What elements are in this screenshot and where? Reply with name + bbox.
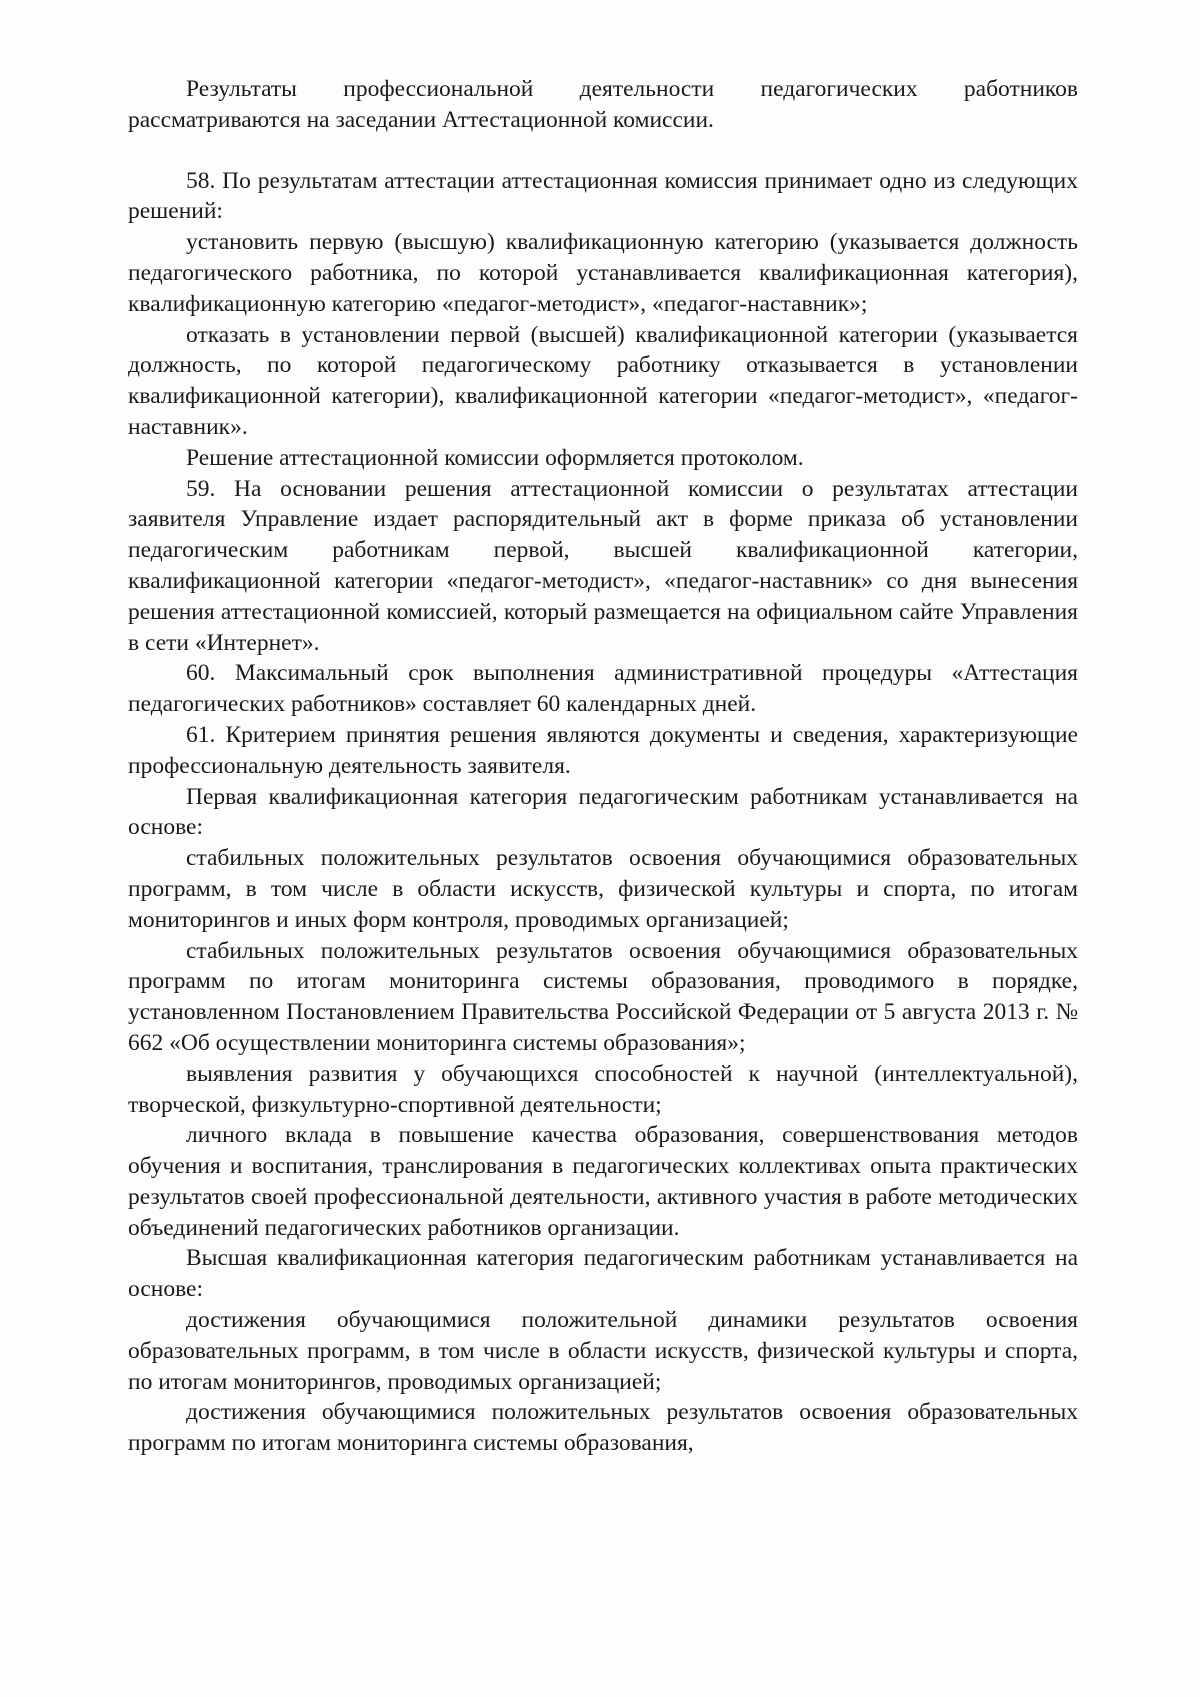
paragraph-first-category-item-3: выявления развития у обучающихся способностей к научной (интеллектуальной), творческой, физкультурно-спортивной деятельности; [128, 1060, 1078, 1118]
paragraph-first-category-intro: Первая квалификационная категория педагогическим работникам устанавливается на основе: [128, 783, 1078, 841]
paragraph-58: 58. По результатам аттестации аттестационная комиссия принимает одно из следующих решений: [128, 167, 1078, 225]
paragraph-first-category-item-4: личного вклада в повышение качества образования, совершенствования методов обучения и воспитания, транслирования в педагогических коллективах опыта практических результатов своей профессиональной деятельности, активного участия в работе методических объединений педагогических работников организации. [128, 1122, 1078, 1241]
paragraph-first-category-item-2: стабильных положительных результатов освоения обучающимися образовательных программ по итогам мониторинга системы образования, проводимого в порядке, установленном Постановлением Правительства Российской Федерации от 5 августа 2013 г. № 662 «Об осуществлении мониторинга системы образования»; [128, 937, 1078, 1056]
paragraph-60: 60. Максимальный срок выполнения административной процедуры «Аттестация педагогических работников» составляет 60 календарных дней. [128, 660, 1078, 718]
paragraph-highest-category-intro: Высшая квалификационная категория педагогическим работникам устанавливается на основе: [128, 1245, 1078, 1303]
document-body [128, 74, 1078, 1459]
paragraph-61: 61. Критерием принятия решения являются документы и сведения, характеризующие профессиональную деятельность заявителя. [128, 721, 1078, 779]
paragraph-highest-category-item-2: достижения обучающимися положительных результатов освоения образовательных программ по итогам мониторинга системы образования, [128, 1399, 1078, 1457]
paragraph-first-category-item-1: стабильных положительных результатов освоения обучающимися образовательных программ, в том числе в области искусств, физической культуры и спорта, по итогам мониторингов и иных форм контроля, проводимых организацией; [128, 845, 1078, 933]
paragraph-59: 59. На основании решения аттестационной комиссии о результатах аттестации заявителя Управление издает распорядительный акт в форме приказа об установлении педагогическим работникам первой, высшей квалификационной категории, квалификационной категории «педагог-методист», «педагог-наставник» со дня вынесения решения аттестационной комиссией, который размещается на официальном сайте Управления в сети «Интернет». [128, 475, 1078, 656]
paragraph-results-review: Результаты профессиональной деятельности педагогических работников рассматриваются на заседании Аттестационной комиссии. [128, 76, 1078, 133]
paragraph-highest-category-item-1: достижения обучающимися положительной динамики результатов освоения образовательных программ, в том числе в области искусств, физической культуры и спорта, по итогам мониторингов, проводимых организацией; [128, 1307, 1078, 1395]
paragraph-58-decision-establish: установить первую (высшую) квалификационную категорию (указывается должность педагогического работника, по которой устанавливается квалификационная категория), квалификационную категорию «педагог-методист», «педагог-наставник»; [128, 229, 1078, 317]
paragraph-protocol: Решение аттестационной комиссии оформляется протоколом. [186, 444, 804, 471]
paragraph-58-decision-refuse: отказать в установлении первой (высшей) квалификационной категории (указывается должность, по которой педагогическому работнику отказывается в установлении квалификационной категории), квалификационной категории «педагог-методист», «педагог-наставник». [128, 321, 1078, 440]
